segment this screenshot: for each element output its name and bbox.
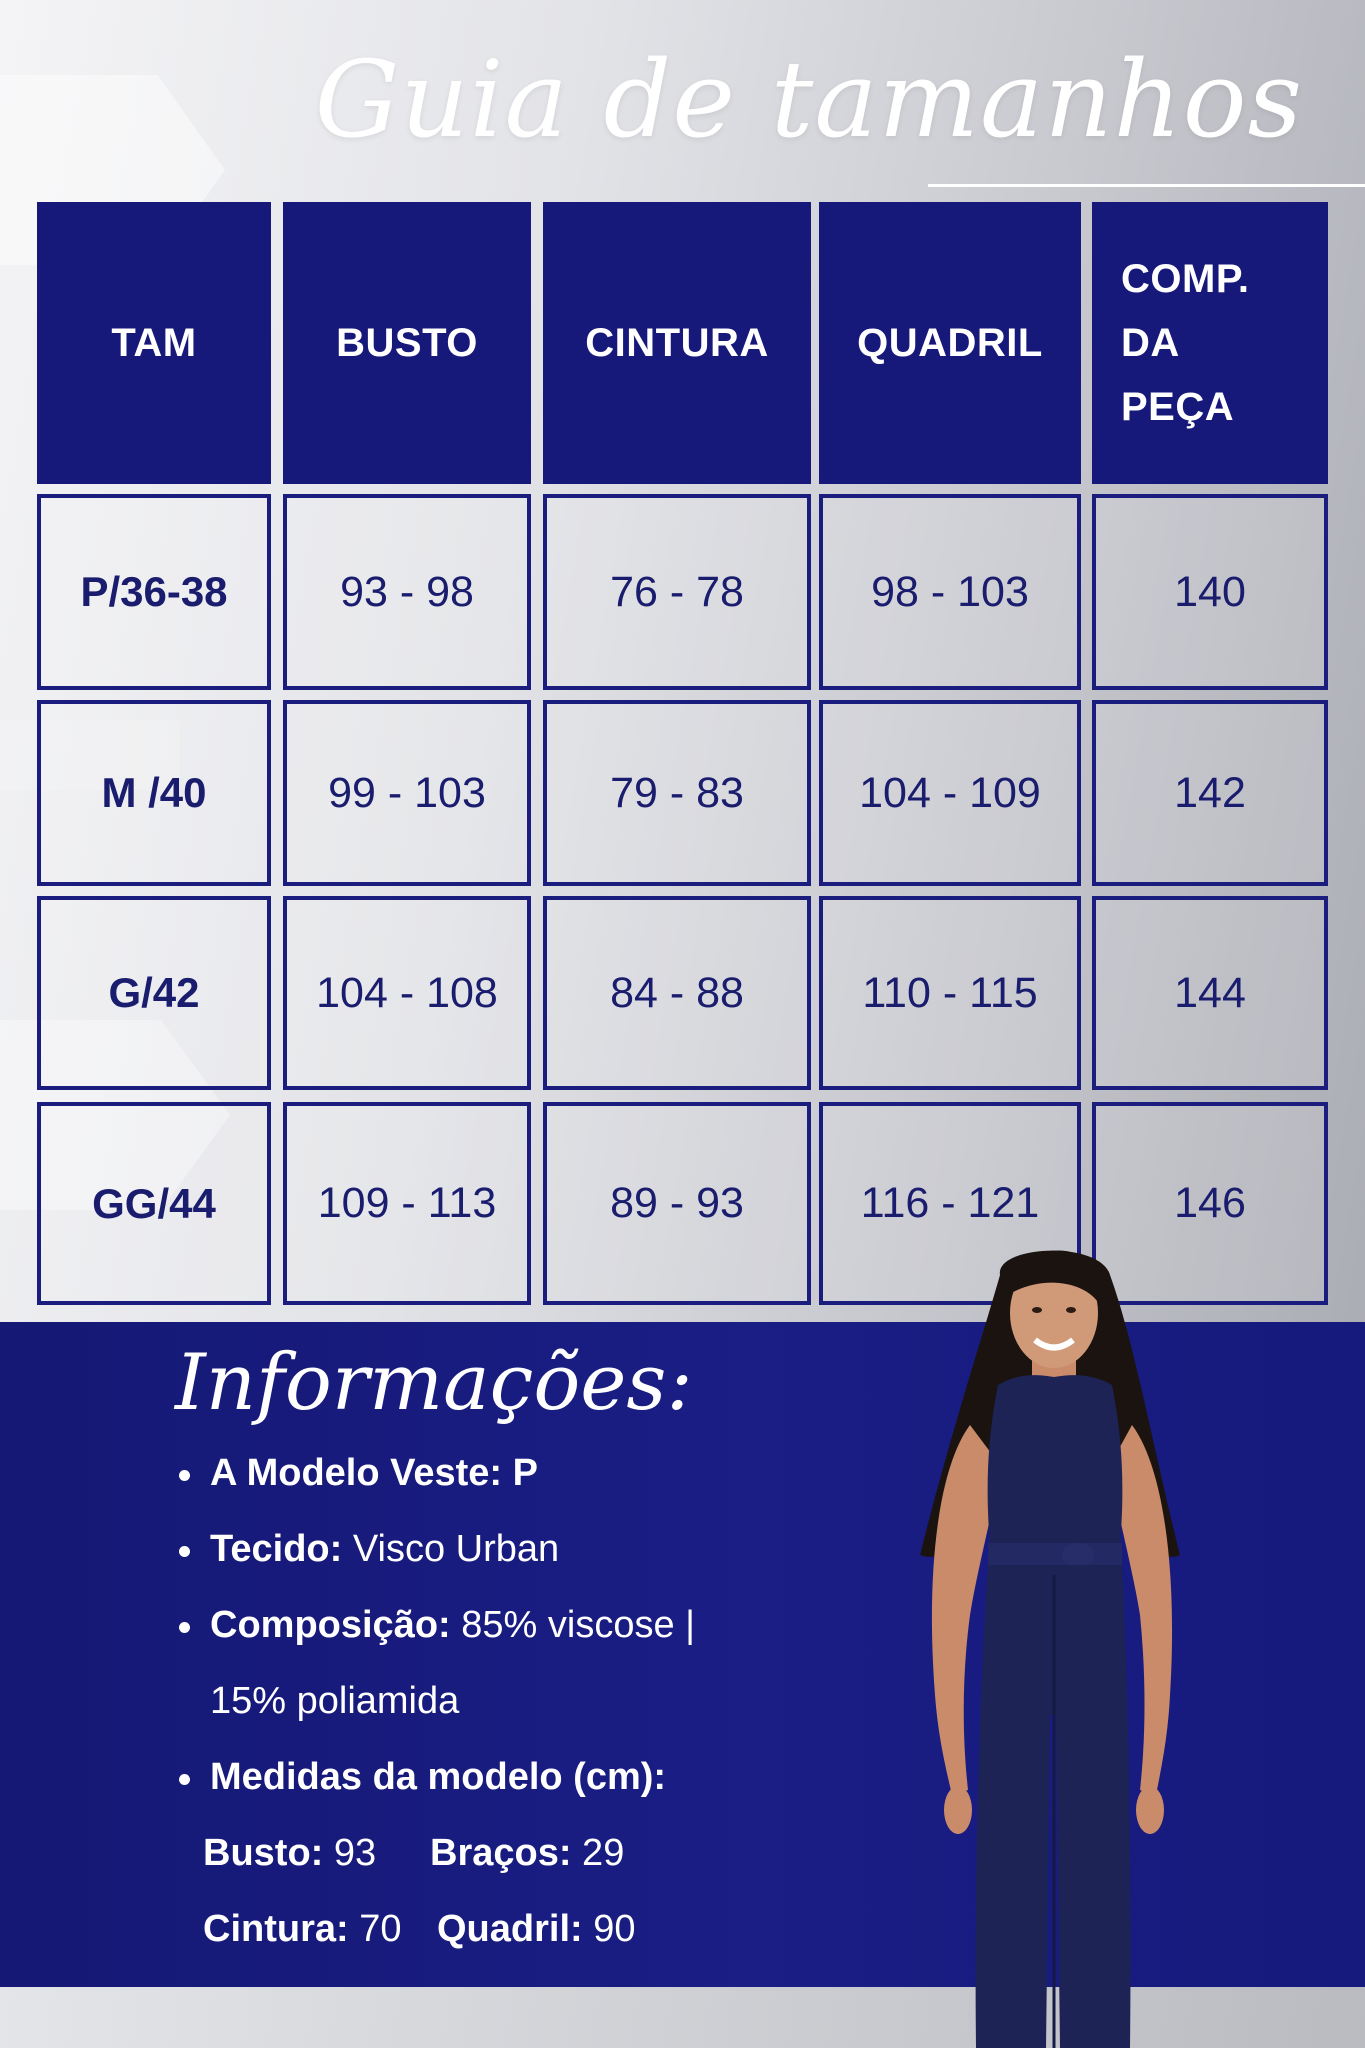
cell-comp: 140 [1092,494,1328,690]
header-quadril: QUADRIL [819,202,1081,484]
cell-cintura: 76 - 78 [543,494,811,690]
info-title: Informações: [175,1338,693,1428]
cell-size: G/42 [37,896,271,1090]
info-composicao: Composição: 85% viscose | [210,1604,696,1646]
cell-size: P/36-38 [37,494,271,690]
page-title: Guia de tamanhos [314,38,1303,161]
cell-busto: 109 - 113 [283,1102,531,1305]
cell-busto: 104 - 108 [283,896,531,1090]
info-tecido: Tecido: Visco Urban [210,1528,560,1570]
info-quadril: Quadril: 90 [437,1908,636,1950]
info-composicao-cont: 15% poliamida [210,1680,460,1722]
cell-size: GG/44 [37,1102,271,1305]
cell-cintura: 79 - 83 [543,700,811,886]
header-busto: BUSTO [283,202,531,484]
model-photo [900,1235,1200,2048]
cell-quadril: 104 - 109 [819,700,1081,886]
cell-cintura: 89 - 93 [543,1102,811,1305]
cell-busto: 93 - 98 [283,494,531,690]
info-busto: Busto: 93 [203,1832,377,1874]
cell-comp: 144 [1092,896,1328,1090]
cell-busto: 99 - 103 [283,700,531,886]
header-cintura: CINTURA [543,202,811,484]
bullet-icon [179,1546,190,1557]
title-underline [928,184,1365,187]
size-table [37,202,1328,1305]
info-cintura: Cintura: 70 [203,1908,402,1950]
info-modelo: A Modelo Veste: P [210,1452,538,1494]
bullet-icon [179,1774,190,1785]
cell-quadril: 98 - 103 [819,494,1081,690]
cell-cintura: 84 - 88 [543,896,811,1090]
bullet-icon [179,1622,190,1633]
cell-quadril: 110 - 115 [819,896,1081,1090]
cell-size: M /40 [37,700,271,886]
info-medidas: Medidas da modelo (cm): [210,1756,667,1798]
cell-comp: 142 [1092,700,1328,886]
bullet-icon [179,1470,190,1481]
cell-comp: 146 [1092,1102,1328,1305]
header-comp-da-peca: COMP. DA PEÇA [1092,202,1328,484]
cell-quadril: 116 - 121 [819,1102,1081,1305]
header-tam: TAM [37,202,271,484]
info-bracos: Braços: 29 [430,1832,625,1874]
